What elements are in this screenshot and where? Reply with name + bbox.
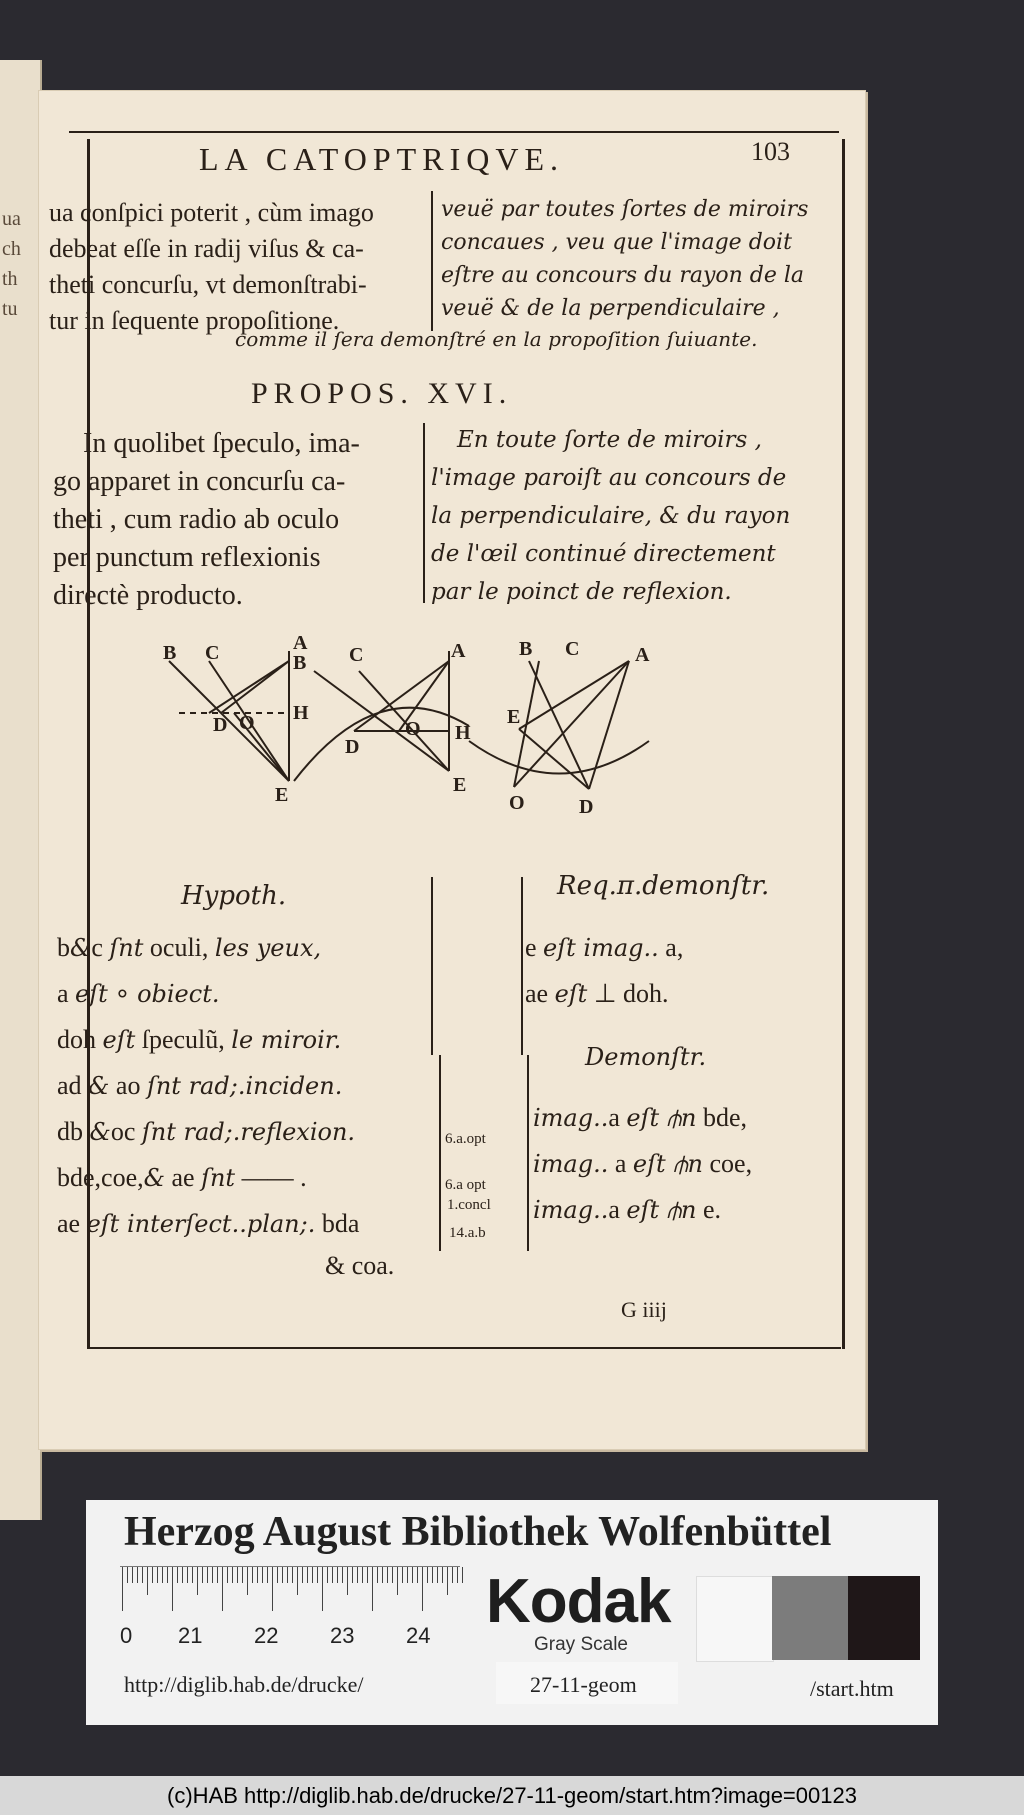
ruler-tick — [412, 1567, 413, 1583]
ruler-tick — [387, 1567, 388, 1583]
facing-page-text: tu — [2, 298, 18, 320]
requirement-line: e eſt imag.. a, — [525, 933, 684, 962]
ruler-tick — [372, 1567, 373, 1611]
facing-page-text: th — [2, 268, 18, 290]
column-divider — [423, 423, 425, 603]
ruler-tick — [217, 1567, 218, 1583]
facing-page-text: ch — [2, 238, 21, 260]
diagram-label: C — [205, 642, 220, 664]
gray-swatch — [772, 1576, 848, 1660]
reference-note: 14.a.b — [449, 1225, 486, 1241]
hypothesis-line: ad & ao ſnt rad;.inciden. — [57, 1071, 343, 1100]
ruler-tick — [442, 1567, 443, 1583]
ruler-tick — [232, 1567, 233, 1583]
diagram-label: E — [507, 706, 521, 728]
ruler-number: 21 — [178, 1623, 203, 1648]
requirement-line: ae eſt ⊥ doh. — [525, 979, 669, 1008]
ruler-tick — [237, 1567, 238, 1583]
ruler-tick — [172, 1567, 173, 1611]
ruler-tick — [297, 1567, 298, 1595]
diagram-label: A — [451, 640, 466, 662]
diagram-label: D — [579, 796, 594, 818]
gray-scale-label: Gray Scale — [534, 1634, 628, 1655]
ruler-number: 24 — [406, 1623, 431, 1648]
mirror-diagram — [163, 631, 729, 831]
footer-url[interactable]: (c)HAB http://diglib.hab.de/drucke/27-11-geom/start.htm?image=00123 — [0, 1776, 1024, 1815]
ruler-tick — [427, 1567, 428, 1583]
ruler-tick — [402, 1567, 403, 1583]
ruler-tick — [332, 1567, 333, 1583]
reference-note: 1.concl — [447, 1197, 491, 1213]
diagram-label: H — [293, 702, 309, 724]
hypothesis-line: a eſt ∘ obiect. — [57, 979, 220, 1008]
ruler-tick — [417, 1567, 418, 1583]
diagram-label: C — [565, 638, 580, 660]
reference-note: 6.a.opt — [445, 1131, 486, 1147]
ruler-tick — [457, 1567, 458, 1583]
demonstr-heading: Demonſtr. — [585, 1043, 707, 1071]
black-swatch — [848, 1576, 920, 1660]
ruler-number: 22 — [254, 1623, 279, 1648]
diagram-label: A — [293, 632, 308, 654]
ruler-tick — [312, 1567, 313, 1583]
ruler-tick — [322, 1567, 323, 1611]
diagram-label: C — [349, 644, 364, 666]
diagram-label: D — [213, 714, 228, 736]
req-heading: Req.π.demonſtr. — [557, 871, 770, 901]
diagram-label: O — [239, 712, 255, 734]
white-swatch — [696, 1576, 774, 1662]
ruler-tick — [347, 1567, 348, 1595]
ruler-tick — [337, 1567, 338, 1583]
ruler-tick — [407, 1567, 408, 1583]
proposition-title: PROPOS. XVI. — [251, 377, 513, 410]
ruler-tick — [292, 1567, 293, 1583]
ruler-tick — [317, 1567, 318, 1583]
ruler-tick — [127, 1567, 128, 1583]
page-number: 103 — [751, 137, 790, 166]
hypoth-heading: Hypoth. — [181, 881, 287, 911]
ruler-tick — [307, 1567, 308, 1583]
ruler-tick — [247, 1567, 248, 1595]
ruler-tick — [167, 1567, 168, 1583]
diagram-label: A — [635, 644, 650, 666]
bottom-rule — [89, 1347, 841, 1349]
ruler-tick — [367, 1567, 368, 1583]
intro-latin: ua conſpici poterit , cùm imago debeat eſſe in radij viſus & ca- theti concurſu, vt demonſtrabi- tur in ſequente propoſitione. — [49, 198, 374, 335]
proof-divider — [527, 1055, 529, 1251]
intro-french: veuë par toutes ſortes de miroirs concaues , veu que l'image doit eſtre au concours du rayon de la veuë & de la perpendiculaire , — [441, 197, 809, 321]
hypothesis-line: doh eſt ſpeculũ, le miroir. — [57, 1025, 342, 1054]
ruler-tick — [202, 1567, 203, 1583]
ruler-tick — [397, 1567, 398, 1595]
ruler-tick — [382, 1567, 383, 1583]
signature-mark: G iiij — [621, 1297, 667, 1322]
diagram-label: O — [509, 792, 525, 814]
ruler-tick — [357, 1567, 358, 1583]
ruler-tick — [437, 1567, 438, 1583]
intro-french-tail: comme il ſera demonſtré en la propoſition ſuiuante. — [235, 327, 758, 351]
reference-note: 6.a opt — [445, 1177, 486, 1193]
diagram-label: E — [453, 774, 467, 796]
diagram-label: B — [293, 652, 307, 674]
demonstration-line: imag..a eſt ⫛n e. — [533, 1195, 722, 1224]
ruler-tick — [272, 1567, 273, 1611]
library-title: Herzog August Bibliothek Wolfenbüttel — [124, 1509, 832, 1555]
diagram-label: B — [163, 642, 177, 664]
demonstration-line: imag..a eſt ⫛n bde, — [533, 1103, 748, 1132]
running-head: LA CATOPTRIQVE. — [199, 141, 564, 177]
ruler-tick — [282, 1567, 283, 1583]
url-left: http://diglib.hab.de/drucke/ — [124, 1672, 364, 1697]
ruler-tick — [327, 1567, 328, 1583]
hypothesis-line: b&c ſnt oculi, les yeux, — [57, 933, 322, 962]
ruler-number: 23 — [330, 1623, 355, 1648]
ruler-tick — [177, 1567, 178, 1583]
ruler-tick — [452, 1567, 453, 1583]
proposition-french: En toute ſorte de miroirs , l'image paroiſt au concours de la perpendiculaire, & du rayon de l'œil continué directement par le poinct de reflexion. — [431, 427, 791, 605]
column-divider — [431, 191, 433, 331]
kodak-logo: Kodak — [486, 1567, 671, 1636]
ruler-tick — [142, 1567, 143, 1583]
color-card — [86, 1500, 938, 1725]
ruler-tick — [182, 1567, 183, 1583]
proof-divider — [431, 877, 433, 1055]
diagram-label: O — [405, 718, 421, 740]
url-right: /start.htm — [810, 1676, 894, 1701]
proof-divider — [521, 877, 523, 1055]
ruler-tick — [242, 1567, 243, 1583]
ruler-tick — [147, 1567, 148, 1595]
ruler-tick — [267, 1567, 268, 1583]
ruler-tick — [377, 1567, 378, 1583]
document-id: 27-11-geom — [530, 1672, 637, 1697]
ruler-tick — [187, 1567, 188, 1583]
ruler-tick — [207, 1567, 208, 1583]
facing-page-edge — [0, 60, 42, 1520]
hypothesis-line: & coa. — [325, 1251, 395, 1280]
facing-page-text: ua — [2, 208, 21, 230]
ruler-tick — [132, 1567, 133, 1583]
ruler-tick — [252, 1567, 253, 1583]
ruler-tick — [227, 1567, 228, 1583]
hypothesis-line: bde,coe,& ae ſnt —— . — [57, 1163, 307, 1192]
ruler-tick — [392, 1567, 393, 1583]
ruler-tick — [422, 1567, 423, 1611]
ruler-tick — [162, 1567, 163, 1583]
demonstration-line: imag.. a eſt ⫛n coe, — [533, 1149, 753, 1178]
ruler-tick — [432, 1567, 433, 1583]
ruler-tick — [302, 1567, 303, 1583]
diagram-label: H — [455, 722, 471, 744]
ruler-tick — [352, 1567, 353, 1583]
ruler-tick — [277, 1567, 278, 1583]
ruler-tick — [287, 1567, 288, 1583]
ruler-tick — [222, 1567, 223, 1611]
hypothesis-line: ae eſt interſect..plan;. bda — [57, 1209, 360, 1238]
ruler — [120, 1566, 460, 1652]
diagram-label: D — [345, 736, 360, 758]
ruler-number: 0 — [120, 1623, 133, 1648]
ruler-tick — [197, 1567, 198, 1595]
ruler-tick — [152, 1567, 153, 1583]
hypothesis-line: db &oc ſnt rad;.reflexion. — [57, 1117, 356, 1146]
top-rule — [69, 131, 839, 133]
ruler-tick — [212, 1567, 213, 1583]
ruler-tick — [342, 1567, 343, 1583]
diagram-label: B — [519, 638, 533, 660]
proof-divider — [439, 1055, 441, 1251]
ruler-tick — [122, 1567, 123, 1611]
ruler-tick — [157, 1567, 158, 1583]
ruler-tick — [262, 1567, 263, 1583]
ruler-tick — [362, 1567, 363, 1583]
ruler-tick — [257, 1567, 258, 1583]
diagram-label: E — [275, 784, 289, 806]
proposition-latin: In quolibet ſpeculo, ima- go apparet in concurſu ca- theti , cum radio ab oculo per punctum reflexionis directè producto. — [53, 428, 360, 611]
ruler-tick — [192, 1567, 193, 1583]
ruler-tick — [137, 1567, 138, 1583]
book-page — [38, 90, 866, 1450]
ruler-tick — [462, 1567, 463, 1583]
ruler-tick — [447, 1567, 448, 1595]
